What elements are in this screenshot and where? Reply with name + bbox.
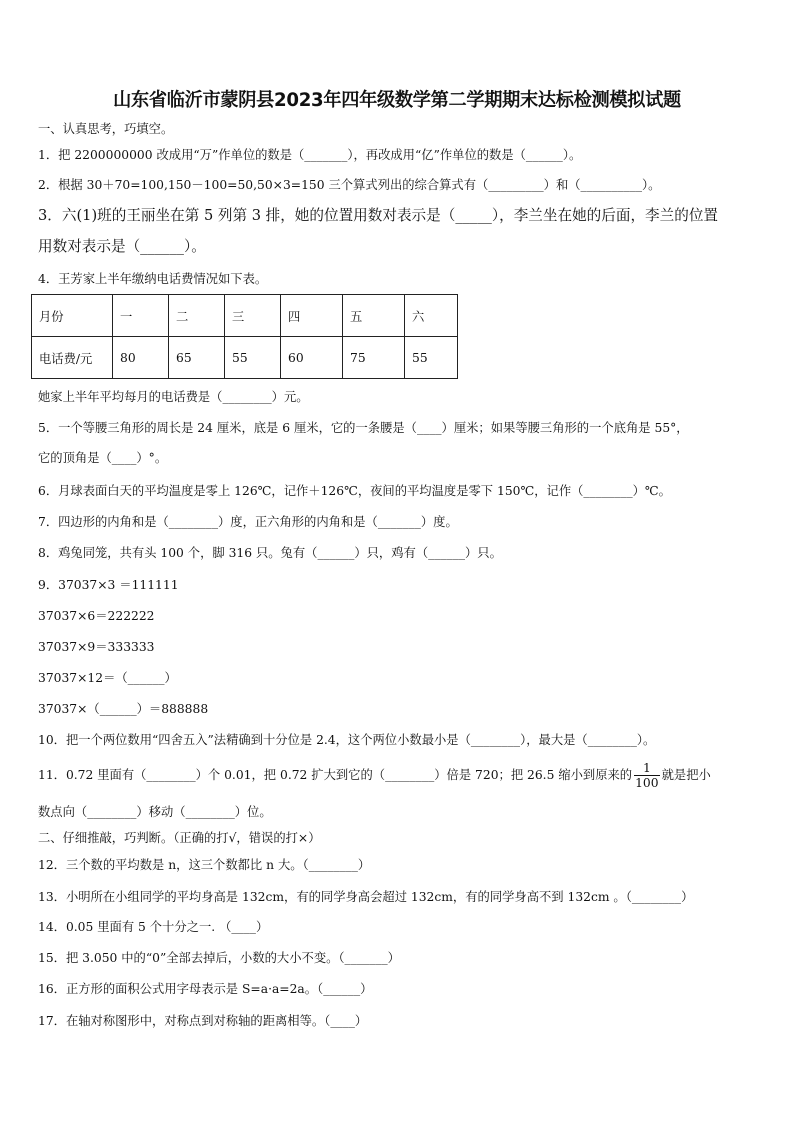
question-6: 6．月球表面白天的平均温度是零上 126℃，记作＋126℃，夜间的平均温度是零下 150℃，记作（________）℃。 (38, 484, 671, 498)
question-9-line-3: 37037×9＝333333 (38, 640, 155, 654)
table-row-fee (32, 337, 458, 379)
section-1-heading: 一、认真思考，巧填空。 (38, 122, 174, 136)
section-2-heading: 二、仔细推敲，巧判断。（正确的打√，错误的打×） (38, 831, 321, 845)
question-11-line-1 (38, 758, 711, 792)
table-cell: 月份 (32, 295, 113, 337)
table-cell: 75 (343, 337, 405, 379)
question-4-tail: 她家上半年平均每月的电话费是（________）元。 (38, 390, 309, 404)
question-9-line-1: 9．37037×3 ＝111111 (38, 578, 179, 592)
page-title: 山东省临沂市蒙阴县2023年四年级数学第二学期期末达标检测模拟试题 (113, 90, 681, 111)
question-11-text-a: 11．0.72 里面有（________）个 0.01，把 0.72 扩大到它的（________）倍是 720；把 26.5 缩小到原来的 (38, 768, 633, 782)
question-10: 10．把一个两位数用“四舍五入”法精确到十分位是 2.4，这个两位小数最小是（________），最大是（________）。 (38, 733, 656, 747)
question-3-line-2: 用数对表示是（______）。 (38, 238, 206, 255)
table-row-month (32, 295, 458, 337)
table-cell: 55 (405, 337, 458, 379)
question-9-line-2: 37037×6＝222222 (38, 609, 155, 623)
fraction-one-hundredth (634, 761, 659, 790)
question-9-line-4: 37037×12＝（______） (38, 671, 177, 685)
table-cell: 六 (405, 295, 458, 337)
question-2: 2．根据 30＋70=100,150－100=50,50×3=150 三个算式列出的综合算式有（_________）和（__________）。 (38, 178, 661, 192)
table-cell: 三 (225, 295, 281, 337)
table-cell: 一 (113, 295, 169, 337)
table-cell: 65 (169, 337, 225, 379)
table-cell: 四 (281, 295, 343, 337)
question-14: 14．0.05 里面有 5 个十分之一. （____） (38, 920, 269, 934)
fraction-numerator: 1 (634, 761, 659, 776)
question-5-line-2: 它的顶角是（____）°。 (38, 451, 168, 465)
question-8: 8．鸡兔同笼，共有头 100 个，脚 316 只。兔有（______）只，鸡有（______）只。 (38, 546, 502, 560)
table-cell: 五 (343, 295, 405, 337)
question-5-line-1: 5．一个等腰三角形的周长是 24 厘米，底是 6 厘米，它的一条腰是（____）厘米；如果等腰三角形的一个底角是 55°， (38, 421, 689, 435)
question-13: 13．小明所在小组同学的平均身高是 132cm，有的同学身高会超过 132cm，有的同学身高不到 132cm 。（________） (38, 890, 694, 904)
question-12: 12．三个数的平均数是 n，这三个数都比 n 大。（________） (38, 858, 371, 872)
fraction-denominator: 100 (635, 776, 659, 790)
question-3-line-1: 3．六(1)班的王丽坐在第 5 列第 3 排，她的位置用数对表示是（_____），李兰坐在她的后面，李兰的位置 (38, 207, 719, 224)
table-cell: 电话费/元 (32, 337, 113, 379)
question-4: 4．王芳家上半年缴纳电话费情况如下表。 (38, 272, 268, 286)
question-15: 15．把 3.050 中的“0”全部去掉后，小数的大小不变。（_______） (38, 951, 400, 965)
question-1: 1．把 2200000000 改成用“万”作单位的数是（_______），再改成用“亿”作单位的数是（______）。 (38, 148, 582, 162)
question-9-line-5: 37037×（______）＝888888 (38, 702, 209, 716)
question-11-line-2: 数点向（________）移动（________）位。 (38, 805, 272, 819)
table-cell: 二 (169, 295, 225, 337)
question-16: 16．正方形的面积公式用字母表示是 S=a·a=2a。（______） (38, 982, 373, 996)
table-cell: 55 (225, 337, 281, 379)
table-cell: 80 (113, 337, 169, 379)
question-17: 17．在轴对称图形中，对称点到对称轴的距离相等。（____） (38, 1014, 368, 1028)
question-11-text-b: 就是把小 (661, 768, 711, 782)
phone-fee-table (31, 294, 458, 379)
question-7: 7．四边形的内角和是（________）度，正六角形的内角和是（_______）度。 (38, 515, 458, 529)
table-cell: 60 (281, 337, 343, 379)
